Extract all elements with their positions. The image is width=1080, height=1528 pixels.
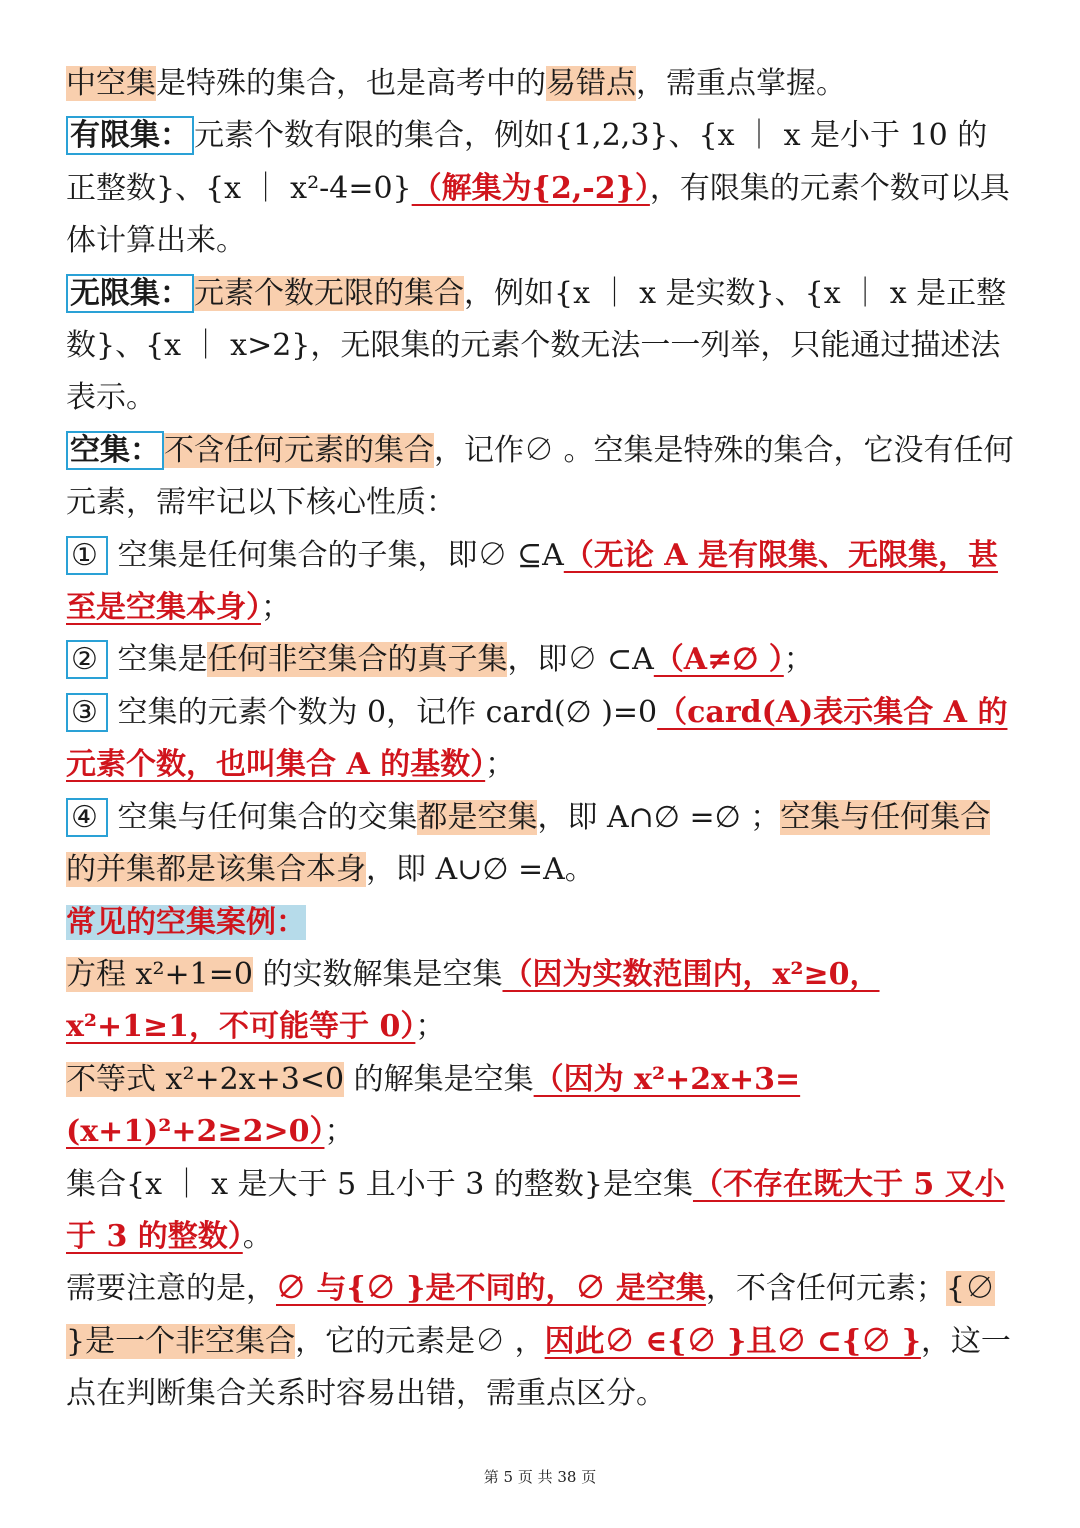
body-text: ，它的元素是∅ ， bbox=[295, 1323, 545, 1359]
body-text: 空集与任何集合的交集 bbox=[107, 799, 418, 835]
property-item-3 bbox=[66, 687, 1016, 792]
body-text: ，即∅ ⊂A bbox=[507, 642, 654, 678]
highlight-text: 易错点 bbox=[546, 66, 636, 101]
section-heading-paragraph bbox=[66, 897, 1016, 949]
example-equation bbox=[66, 949, 1016, 1054]
red-underlined-note: ∅ 与{∅ }是不同的，∅ 是空集 bbox=[276, 1271, 706, 1307]
body-text: ，即 A∩∅ =∅ ； bbox=[537, 799, 781, 835]
body-text: 的实数解集是空集 bbox=[252, 956, 503, 992]
body-text: ，需重点掌握。 bbox=[636, 66, 846, 101]
body-text: 空集的元素个数为 0，记作 card(∅ )=0 bbox=[107, 694, 658, 730]
highlight-text: 不含任何元素的集合 bbox=[164, 432, 434, 468]
red-underlined-note: （A≠∅ ） bbox=[653, 642, 784, 678]
body-text: ； bbox=[261, 590, 291, 626]
body-text: ； bbox=[783, 642, 814, 678]
example-integer-set bbox=[66, 1159, 1016, 1264]
red-underlined-note: 因此∅ ∈{∅ }且∅ ⊂{∅ } bbox=[544, 1323, 921, 1359]
body-text: 空集是任何集合的子集，即∅ ⊆A bbox=[107, 537, 564, 573]
highlight-text: 空集与任何集合的并集都是该集合本身 bbox=[66, 799, 991, 888]
term-label-infinite-set: 无限集： bbox=[66, 274, 194, 313]
property-item-2 bbox=[66, 634, 1016, 686]
body-text: ，这一点在判断集合关系时容易出错，需重点区分。 bbox=[66, 1323, 1011, 1412]
body-text: 是特殊的集合，也是高考中的 bbox=[156, 66, 546, 101]
red-underlined-note: （因为实数范围内，x²≥0，x²+1≥1，不可能等于 0） bbox=[66, 956, 880, 1045]
body-text: ，不含任何元素； bbox=[705, 1271, 946, 1307]
body-text: ； bbox=[485, 747, 516, 783]
body-text: ，记作∅ 。空集是特殊的集合，它没有任何元素，需牢记以下核心性质： bbox=[66, 432, 1014, 521]
body-text: ； bbox=[415, 1009, 446, 1045]
body-text: ，例如{x ｜ x 是实数}、{x ｜ x 是正整数}、{x ｜ x>2}，无限集的元素个数无法一一列举，只能通过描述法表示。 bbox=[66, 275, 1007, 416]
red-underlined-note: （无论 A 是有限集、无限集，甚至是空集本身） bbox=[66, 537, 998, 626]
property-item-4 bbox=[66, 792, 1016, 897]
highlight-text: 元素个数无限的集合 bbox=[194, 275, 464, 311]
body-text: ，有限集的元素个数可以具体计算出来。 bbox=[66, 170, 1010, 259]
body-text: ，即 A∪∅ =A。 bbox=[366, 852, 595, 888]
body-text: 集合{x ｜ x 是大于 5 且小于 3 的整数}是空集 bbox=[66, 1166, 693, 1202]
body-text: 。 bbox=[242, 1218, 273, 1254]
paragraph-finite-set bbox=[66, 110, 1016, 267]
page-content bbox=[66, 58, 1016, 1421]
body-text: 需要注意的是， bbox=[66, 1271, 276, 1307]
highlight-text: 中空集 bbox=[66, 66, 156, 101]
circled-number-3: ③ bbox=[66, 693, 108, 732]
highlight-text: 任何非空集合的真子集 bbox=[207, 642, 508, 678]
property-item-1 bbox=[66, 530, 1016, 635]
example-inequality bbox=[66, 1054, 1016, 1159]
highlight-text: {∅ }是一个非空集合 bbox=[66, 1271, 996, 1359]
paragraph-empty-set bbox=[66, 425, 1016, 530]
body-text: 元素个数有限的集合，例如{1,2,3}、{x ｜ x 是小于 10 的正整数}、{x ｜ x²-4=0} bbox=[66, 118, 988, 206]
section-heading: 常见的空集案例： bbox=[66, 904, 306, 940]
paragraph-intro bbox=[66, 58, 1016, 110]
highlight-text: 不等式 x²+2x+3<0 bbox=[66, 1061, 345, 1097]
highlight-text: 都是空集 bbox=[417, 799, 538, 835]
paragraph-infinite-set bbox=[66, 268, 1016, 425]
circled-number-1: ① bbox=[66, 536, 108, 575]
red-underlined-note: （不存在既大于 5 又小于 3 的整数） bbox=[66, 1166, 1005, 1254]
red-underlined-note: （card(A)表示集合 A 的元素个数，也叫集合 A 的基数） bbox=[66, 694, 1008, 783]
body-text: 的解集是空集 bbox=[344, 1061, 534, 1097]
red-underlined-note: （解集为{2,-2}） bbox=[411, 170, 650, 206]
red-underlined-note: （因为 x²+2x+3=(x+1)²+2≥2>0） bbox=[66, 1061, 801, 1150]
body-text: ； bbox=[324, 1114, 355, 1150]
circled-number-4: ④ bbox=[66, 798, 108, 837]
circled-number-2: ② bbox=[66, 640, 108, 679]
highlight-text: 方程 x²+1=0 bbox=[66, 956, 253, 992]
term-label-empty-set: 空集： bbox=[66, 431, 164, 470]
body-text: 空集是 bbox=[107, 642, 208, 678]
paragraph-note bbox=[66, 1263, 1016, 1420]
page-footer: 第 5 页 共 38 页 bbox=[483, 1468, 597, 1486]
term-label-finite-set: 有限集： bbox=[66, 116, 194, 155]
